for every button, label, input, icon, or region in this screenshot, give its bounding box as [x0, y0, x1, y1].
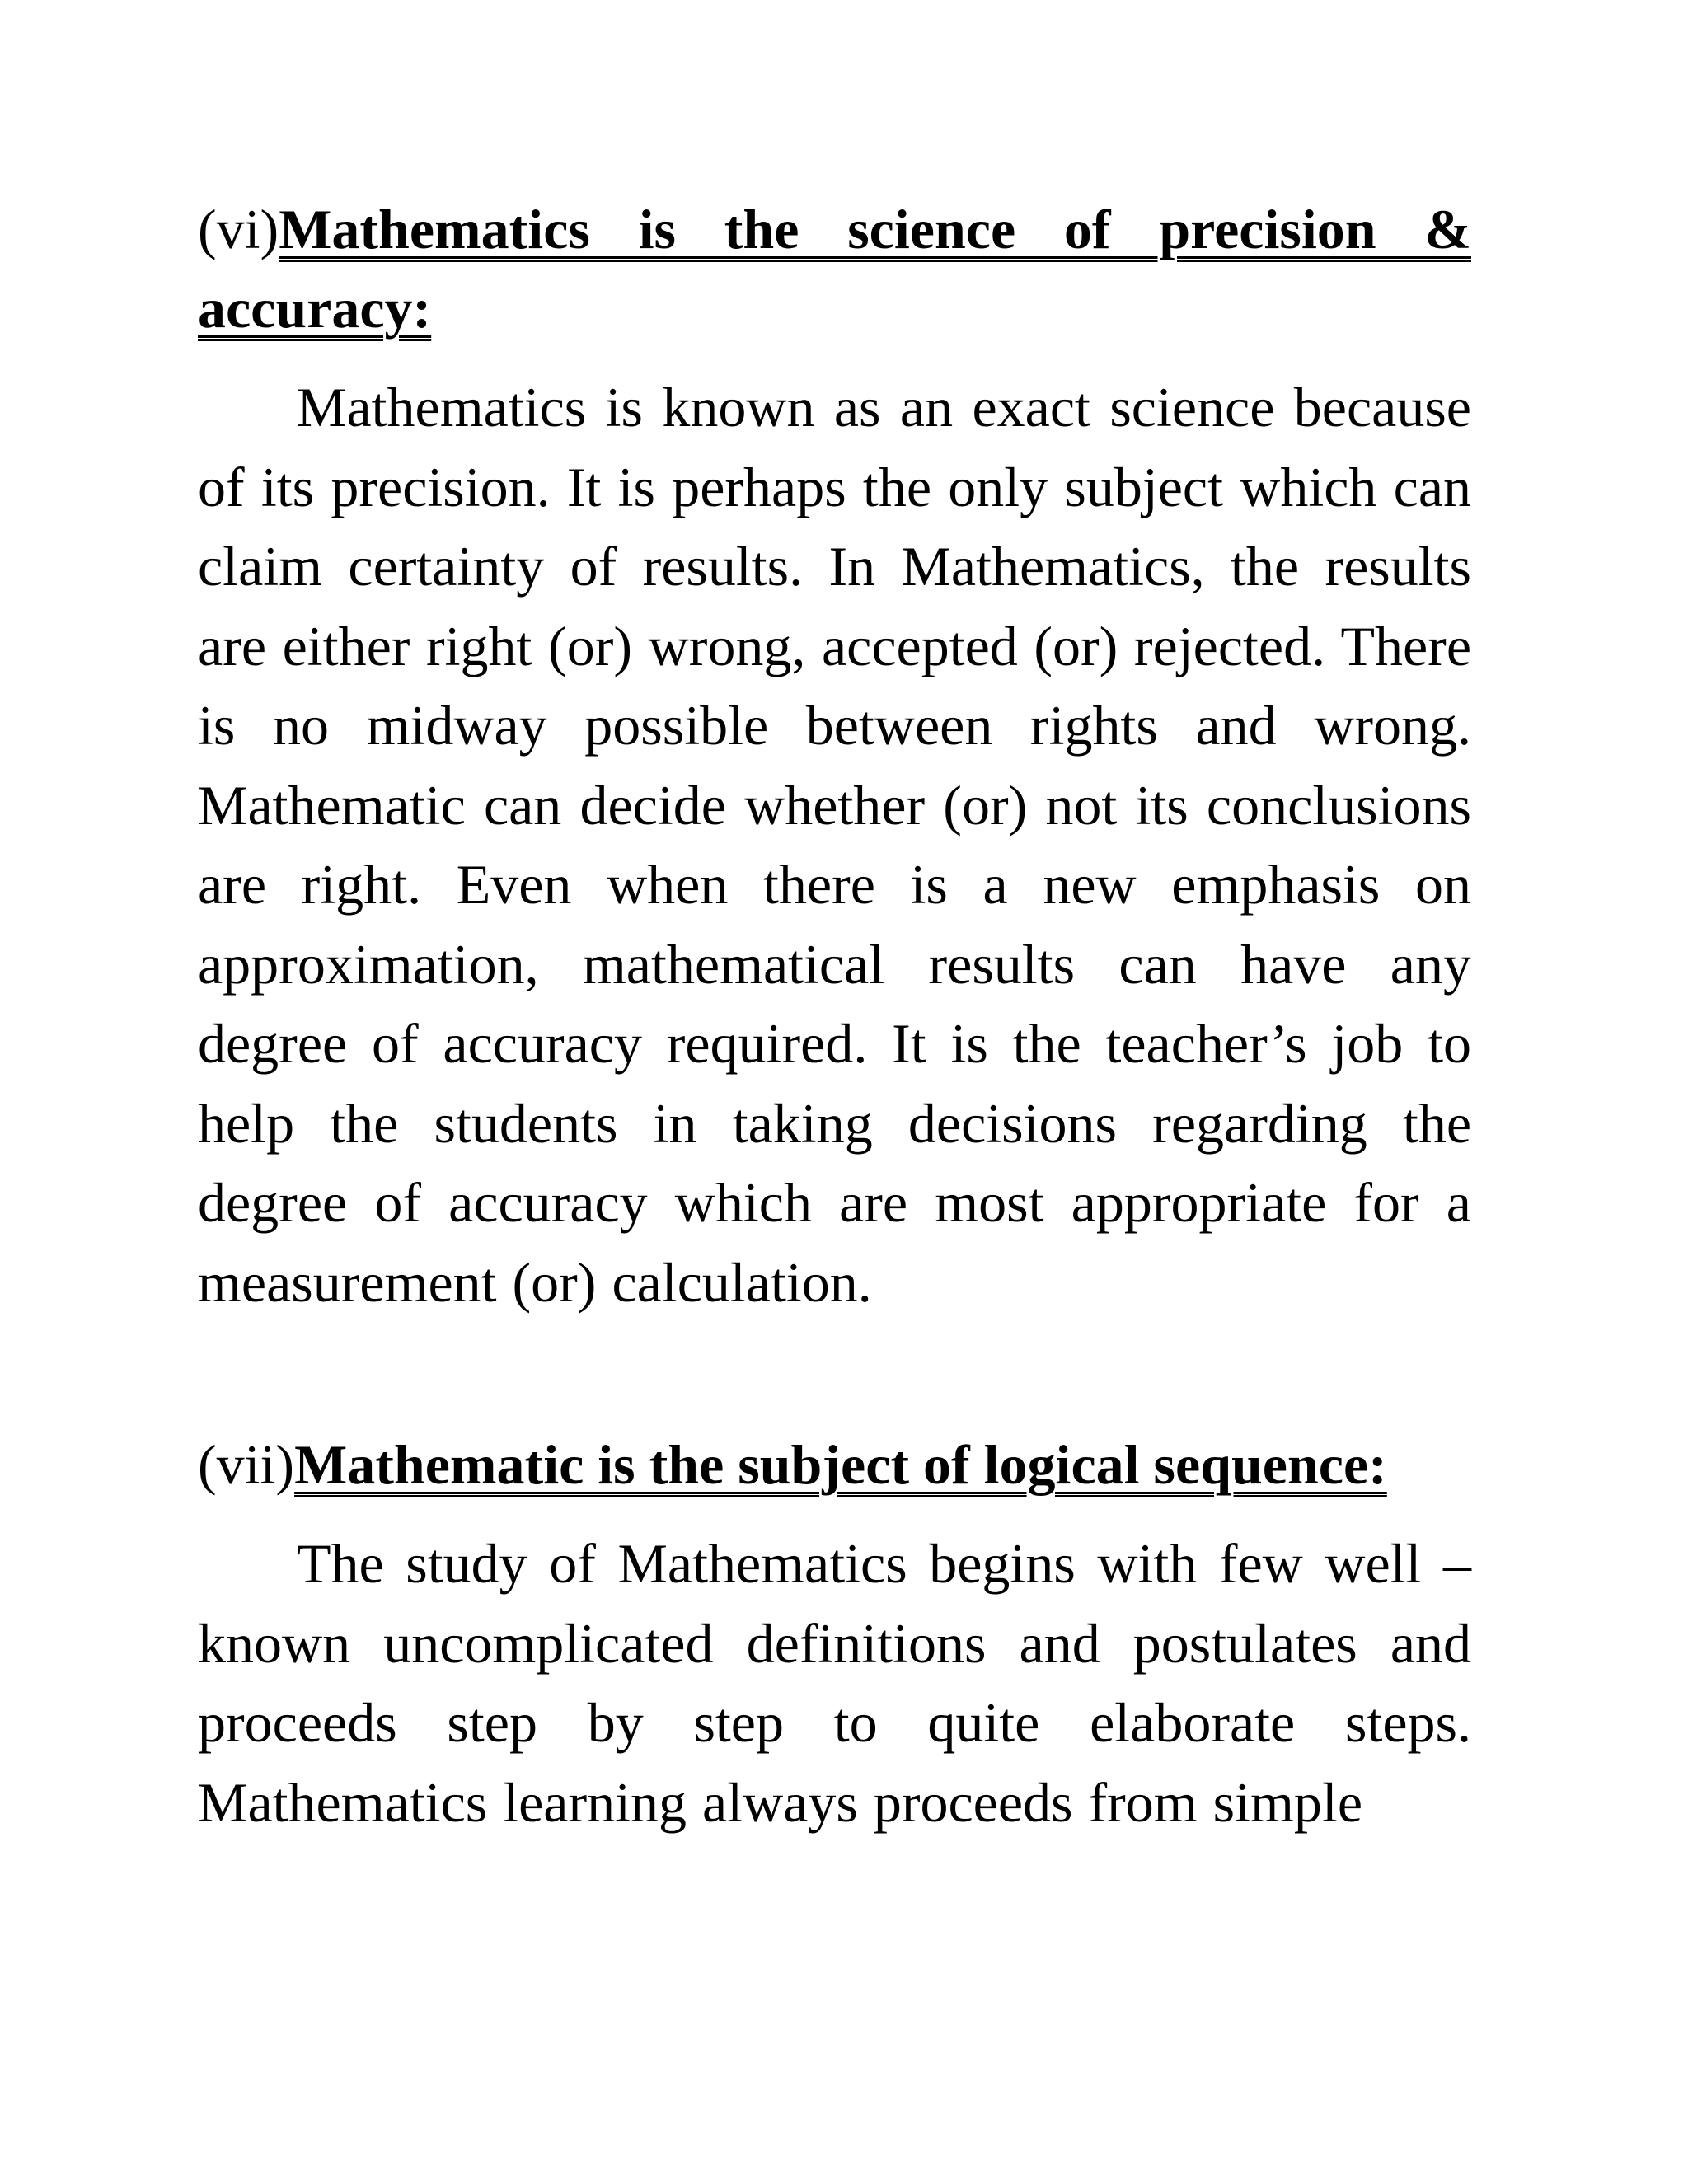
section-heading: [198, 190, 1471, 348]
section-title: Mathematics is the science of precision & accuracy:: [198, 198, 1471, 340]
section-body: The study of Mathematics begins with few well – known uncomplicated definitions and postulates and proceeds step by step to quite elaborate steps. Mathematics learning always proceeds from simple: [198, 1532, 1471, 1834]
section-heading: [198, 1425, 1471, 1504]
section-spacer: [198, 1322, 1471, 1425]
section-vi: [198, 190, 1471, 1322]
section-body: Mathematics is known as an exact science because of its precision. It is perhaps the only subject which can claim certainty of results. In Mathematics, the results are either right (or) wrong, accepted (or) rejected. There is no midway possible between rights and wrong. Mathematic can decide whether (or) not its conclusions are right. Even when there is a new emphasis on approximation, mathematical results can have any degree of accuracy required. It is the teacher’s job to help the students in taking decisions regarding the degree of accuracy which are most appropriate for a measurement (or) calculation.: [198, 376, 1471, 1314]
section-number: (vi): [198, 198, 279, 260]
section-number: (vii): [198, 1433, 295, 1496]
page-content: [198, 190, 1471, 1842]
section-title: Mathematic is the subject of logical sequence:: [294, 1433, 1387, 1496]
section-vii: [198, 1425, 1471, 1842]
